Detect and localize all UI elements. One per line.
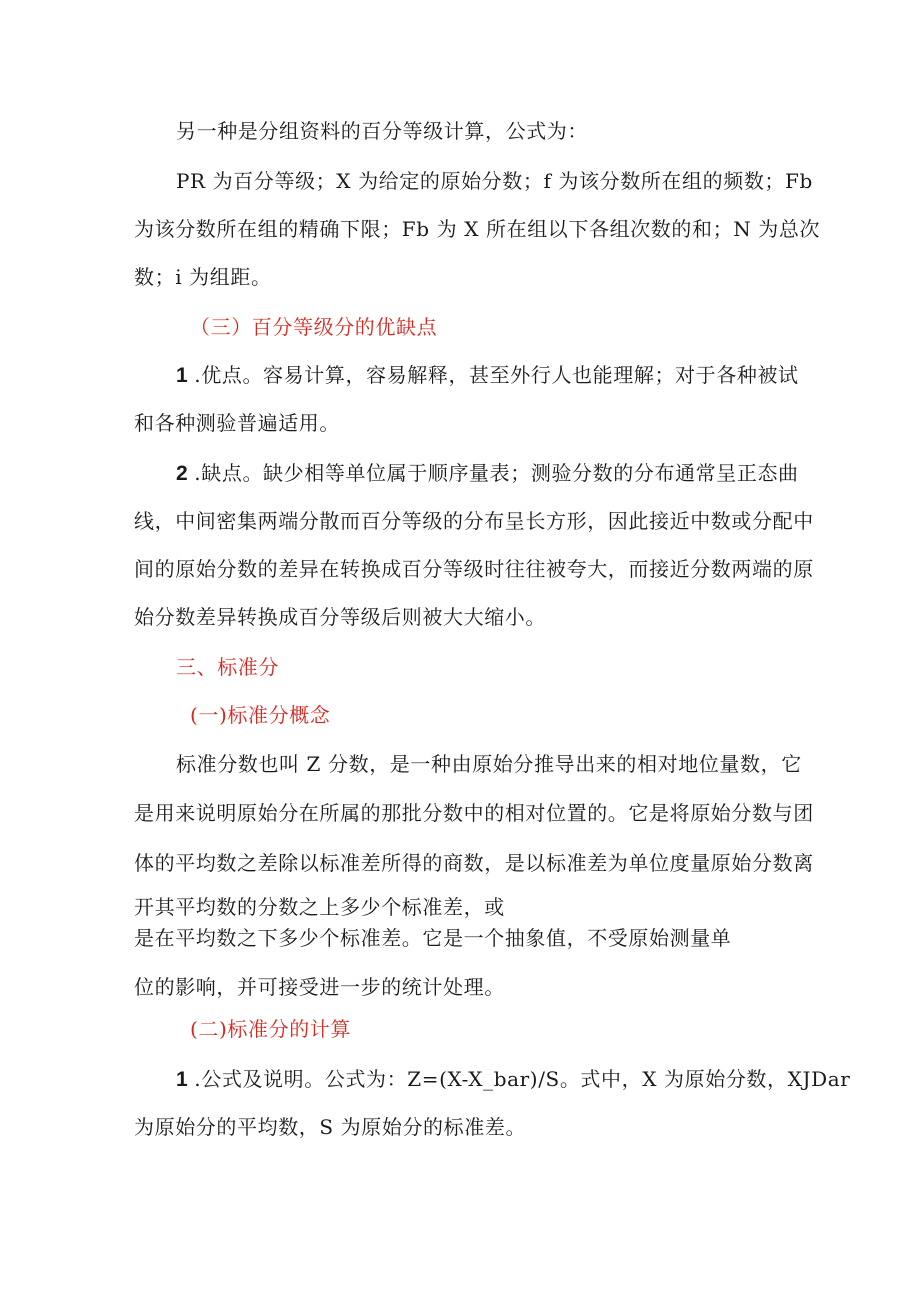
paragraph-line: 间的原始分数的差异在转换成百分等级时往往被夸大，而接近分数两端的原 <box>134 557 814 581</box>
paragraph-line: 线，中间密集两端分散而百分等级的分布呈长方形，因此接近中数或分配中 <box>134 509 814 533</box>
paragraph-line: 是在平均数之下多少个标准差。它是一个抽象值，不受原始测量单 <box>134 926 732 950</box>
item-number: 2 <box>176 462 189 485</box>
subsection-heading: (二)标准分的计算 <box>190 1017 352 1041</box>
item-number: 1 <box>176 1068 189 1091</box>
paragraph-line: 为原始分的平均数，S 为原始分的标准差。 <box>134 1115 527 1139</box>
paragraph-line: PR 为百分等级；X 为给定的原始分数；f 为该分数所在组的频数；Fb <box>176 169 813 193</box>
item-number: 1 <box>176 364 189 387</box>
paragraph-line: .公式及说明。公式为：Z=(X-X_bar)/S。式中，X 为原始分数，XJDar <box>194 1067 851 1091</box>
numbered-item <box>176 459 799 488</box>
subsection-heading: (一)标准分概念 <box>190 703 331 727</box>
paragraph-line: 始分数差异转换成百分等级后则被大大缩小。 <box>134 605 546 629</box>
paragraph-line: 开其平均数的分数之上多少个标准差，或 <box>134 895 505 919</box>
paragraph-line: 位的影响，并可接受进一步的统计处理。 <box>134 975 505 999</box>
paragraph-line: 标准分数也叫 Z 分数，是一种由原始分推导出来的相对地位量数，它 <box>176 752 802 776</box>
numbered-item <box>176 361 799 390</box>
section-heading: 三、标准分 <box>176 655 279 679</box>
numbered-item <box>176 1065 851 1094</box>
paragraph-line: 体的平均数之差除以标准差所得的商数，是以标准差为单位度量原始分数离 <box>134 851 814 875</box>
section-heading: （三）百分等级分的优缺点 <box>190 315 438 339</box>
paragraph-line: .优点。容易计算，容易解释，甚至外行人也能理解；对于各种被试 <box>194 363 799 387</box>
paragraph-line: 是用来说明原始分在所属的那批分数中的相对位置的。它是将原始分数与团 <box>134 801 814 825</box>
paragraph-line: .缺点。缺少相等单位属于顺序量表；测验分数的分布通常呈正态曲 <box>194 461 799 485</box>
paragraph-line: 和各种测验普遍适用。 <box>134 411 340 435</box>
paragraph-line: 另一种是分组资料的百分等级计算，公式为： <box>176 119 588 143</box>
paragraph-line: 为该分数所在组的精确下限；Fb 为 X 所在组以下各组次数的和；N 为总次 <box>134 217 821 241</box>
paragraph-line: 数；i 为组距。 <box>134 265 272 289</box>
